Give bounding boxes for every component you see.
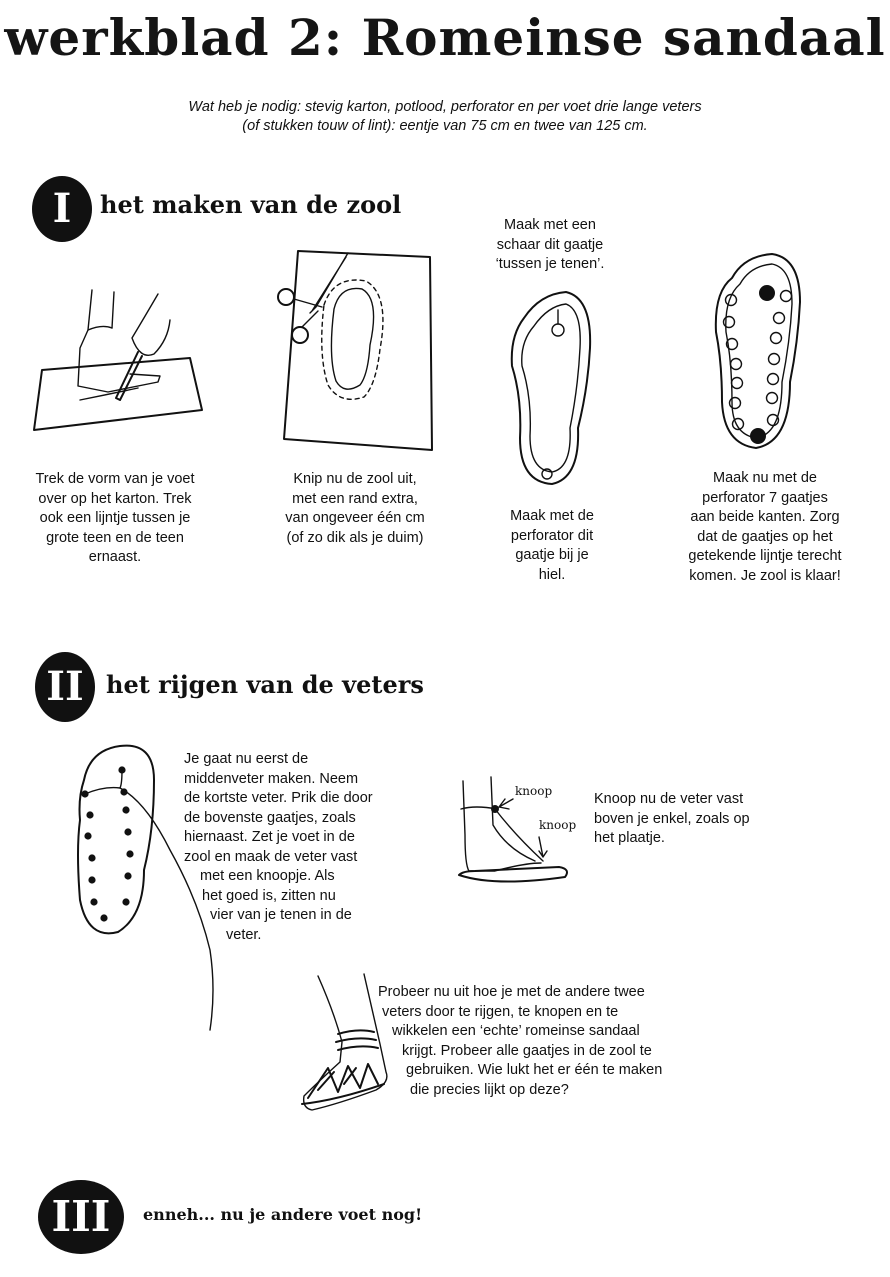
caption-try-yourself [372,983,702,1100]
page-title: werkblad 2: Romeinse sandaal [4,8,886,67]
caption-cut-sole [265,470,445,548]
caption-line: gebruiken. Wie lukt het er één te maken [406,1062,663,1078]
section-2-heading: het rijgen van de veters [106,670,424,699]
caption-line: met een knoopje. Als [200,868,335,884]
caption-line: de bovenste gaatjes, zoals [184,809,356,826]
section-1-badge: I [32,176,92,242]
caption-knot [594,790,794,849]
caption-line: ernaast. [88,549,142,565]
intro-text [120,98,770,136]
caption-line: ‘tussen je tenen’. [495,256,605,272]
caption-line: hiernaast. Zet je voet in de [184,829,355,845]
caption-line: aan beide kanten. Zorg [690,509,840,525]
caption-line: zool en maak de veter vast [184,848,358,865]
caption-line: Knip nu de zool uit, [293,471,417,487]
caption-line: komen. Je zool is klaar! [689,567,841,584]
intro-line-2: (of stukken touw of lint): eentje van 75 cm en twee van 125 cm. [242,118,648,134]
caption-middle-lace [184,750,424,945]
caption-line: ook een lijntje tussen je [39,510,191,526]
caption-line: van ongeveer één cm [285,510,425,526]
knoop-label-top: knoop [515,784,553,798]
caption-toe-hole [480,216,620,275]
caption-line: middenveter maken. Neem [184,770,359,787]
caption-line: Maak met een [504,217,596,233]
caption-heel-hole [482,507,622,585]
caption-line: Maak nu met de [713,470,817,486]
caption-line: met een rand extra, [292,490,418,507]
caption-trace-foot [20,470,210,568]
caption-line: (of zo dik als je duim) [286,529,424,546]
caption-line: de kortste veter. Prik die door [184,790,373,806]
intro-line-1: Wat heb je nodig: stevig karton, potlood, perforator en per voet drie lange veters [188,99,702,115]
caption-line: over op het karton. Trek [38,490,192,507]
caption-line: het goed is, zitten nu [202,887,336,904]
caption-line: die precies lijkt op deze? [410,1081,569,1098]
caption-line: boven je enkel, zoals op [594,810,750,827]
sole-all-holes-drawing [710,252,810,452]
cut-sole-drawing [270,245,440,455]
caption-line: veters door te rijgen, te knopen en te [382,1003,619,1020]
caption-line: vier van je tenen in de [210,907,352,923]
section-2-badge: II [35,652,95,722]
sole-first-holes-drawing [500,288,600,493]
caption-line: perforator dit [510,527,594,544]
caption-line: schaar dit gaatje [496,236,604,253]
caption-line: krijgt. Probeer alle gaatjes in de zool te [402,1042,652,1059]
section-3-heading: enneh... nu je andere voet nog! [143,1205,423,1224]
knot-ankle-drawing [455,775,595,890]
foot-tracing-drawing [30,290,210,440]
caption-line: dat de gaatjes op het [697,528,833,545]
knoop-label-bottom: knoop [539,818,577,832]
caption-line: Knoop nu de veter vast [594,791,744,807]
caption-line: Maak met de [510,508,594,524]
caption-line: grote teen en de teen [46,529,184,546]
caption-line: Trek de vorm van je voet [35,471,195,487]
caption-line: gaatje bij je [515,547,589,563]
caption-line: Je gaat nu eerst de [184,751,309,767]
section-1-heading: het maken van de zool [100,190,402,219]
caption-side-holes [665,469,865,586]
section-3-badge: III [38,1180,124,1254]
caption-line: veter. [226,926,262,943]
caption-line: wikkelen een ‘echte’ romeinse sandaal [392,1023,640,1039]
caption-line: het plaatje. [594,830,665,846]
caption-line: hiel. [538,566,566,583]
caption-line: getekende lijntje terecht [688,548,842,564]
caption-line: perforator 7 gaatjes [702,489,828,506]
caption-line: Probeer nu uit hoe je met de andere twee [378,984,645,1000]
